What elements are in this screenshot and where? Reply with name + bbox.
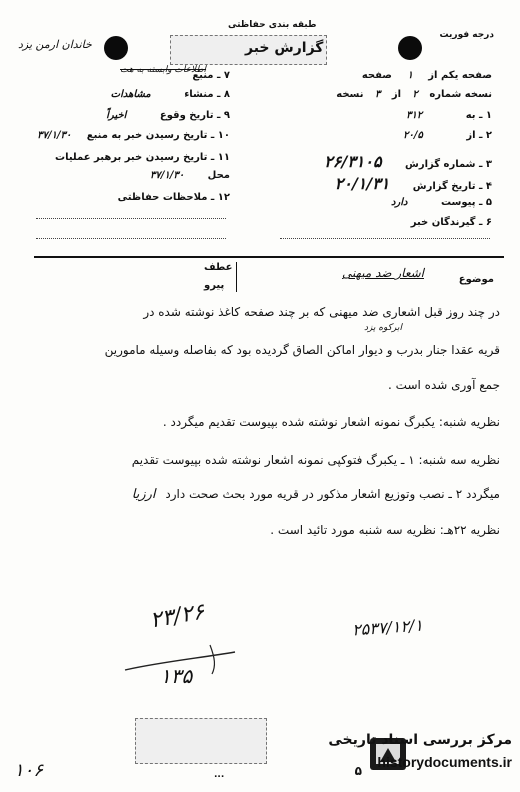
body-line-5: نظریه سه شنبه: ۱ ـ یکبرگ فتوکپی نمونه اشعار نوشته شده بپیوست تقدیم bbox=[131, 453, 500, 467]
body-line-4: نظریه شنبه: یکبرگ نمونه اشعار نوشته شده بپیوست تقدیم میگردد . bbox=[162, 415, 500, 429]
body-insertion: ابرکوه یزد bbox=[364, 323, 402, 333]
field-source bbox=[192, 70, 230, 81]
field-attachment bbox=[391, 197, 492, 208]
field-value: دارد bbox=[390, 197, 408, 208]
field-security-notes bbox=[118, 192, 230, 203]
field-from bbox=[403, 130, 492, 141]
field-value: ۳۷/۱/۳۰ bbox=[150, 170, 185, 181]
punch-hole-left bbox=[104, 36, 128, 60]
field-value: ۱ bbox=[407, 70, 413, 81]
field-label: ۳ ـ شماره گزارش bbox=[405, 159, 492, 170]
field-occurrence-date bbox=[106, 110, 230, 121]
header-divider bbox=[34, 256, 504, 258]
field-value: ۳۷/۱/۳۰ bbox=[37, 130, 72, 141]
field-label: ۱۱ ـ تاریخ رسیدن خبر برهبر عملیات bbox=[55, 152, 230, 163]
signature-1: ۲۳/۲۶ bbox=[148, 599, 207, 634]
org-name: مرکز بررسی اسناد تاریخی bbox=[328, 732, 512, 748]
field-label: نسخه شماره bbox=[429, 89, 492, 100]
body-line-7: نظریه ۲۲هـ: نظریه سه شنبه مورد تائید است . bbox=[270, 523, 500, 537]
bottom-stamp-edge: ... bbox=[214, 770, 225, 780]
field-label: ۸ ـ منشاء bbox=[184, 89, 230, 100]
field-value: ۲ bbox=[412, 89, 418, 100]
page-corner-number: ۱۰۶ bbox=[14, 760, 44, 781]
body-line-3: جمع آوری شده است . bbox=[388, 378, 500, 392]
punch-hole-right bbox=[398, 36, 422, 60]
bottom-stamp bbox=[135, 718, 267, 764]
subject-value: اشعار ضد میهنی bbox=[342, 266, 424, 280]
field-label: صفحه یکم از bbox=[428, 70, 492, 81]
field-label: ۹ ـ تاریخ وقوع bbox=[159, 110, 230, 121]
field-page-of bbox=[362, 70, 492, 81]
top-left-handwriting: خاندان ارمن یزد bbox=[18, 38, 92, 51]
field-report-date bbox=[335, 174, 492, 193]
field-label: ۵ ـ پیوست bbox=[440, 197, 492, 208]
field-value: مشاهدات bbox=[110, 89, 151, 100]
body-line-1: در چند روز قبل اشعاری ضد میهنی که بر چند صفحه کاغذ نوشته شده در bbox=[143, 305, 500, 319]
subject-label: موضوع bbox=[458, 274, 494, 285]
atf-label: عطف bbox=[204, 262, 233, 273]
dotted-line bbox=[280, 238, 490, 239]
body-line-2: قریه عقدا جنار بدرب و دیوار اماکن الصاق گردیده بود که بفاصله وسیله مامورین bbox=[104, 343, 500, 357]
field-label: ۶ ـ گیرندگان خبر bbox=[410, 217, 492, 228]
dotted-line bbox=[36, 218, 226, 219]
field-label: ۱۲ ـ ملاحظات حفاظتی bbox=[117, 192, 230, 203]
field-value: اخیراً bbox=[106, 110, 127, 121]
footer-watermark bbox=[328, 732, 512, 782]
field-report-number bbox=[324, 152, 492, 171]
follow-label: پیرو bbox=[204, 280, 225, 291]
body-line-6 bbox=[132, 487, 500, 502]
website-text: historydocuments.ir bbox=[377, 754, 512, 770]
classification-label: طبقه بندی حفاظتی bbox=[228, 20, 317, 30]
field-label: ۱۰ ـ تاریخ رسیدن خبر به منبع bbox=[86, 130, 230, 141]
field-label: ۲ ـ از bbox=[466, 130, 492, 141]
field-label: ۷ ـ منبع bbox=[192, 70, 230, 81]
priority-label: درجه فوریت bbox=[439, 30, 494, 40]
stamp-snippet: اطلاعات وابسته به هت bbox=[120, 65, 207, 75]
field-news-to-source-date bbox=[37, 130, 230, 141]
field-label: ۱ ـ به bbox=[465, 110, 492, 121]
field-label: ۴ ـ تاریخ گزارش bbox=[412, 181, 492, 192]
field-location bbox=[150, 170, 230, 181]
footer-page-number: ۵ bbox=[354, 764, 362, 778]
field-value: ۲۶/۳۱۰۵ bbox=[324, 152, 382, 171]
field-label: محل bbox=[207, 170, 230, 181]
field-recipients bbox=[411, 217, 492, 228]
field-copy-number bbox=[336, 89, 492, 100]
report-title: گزارش خبر bbox=[245, 40, 324, 56]
dotted-line bbox=[36, 238, 226, 239]
field-origin bbox=[111, 89, 230, 100]
subject-divider bbox=[236, 262, 237, 292]
body-line-6-handwriting: ارزیا bbox=[131, 487, 156, 502]
field-to bbox=[406, 110, 492, 121]
field-suffix: نسخه bbox=[336, 89, 364, 100]
body-line-6-text: میگردد ۲ ـ نصب وتوزیع اشعار مذکور در قریه مورد بحث صحت دارد bbox=[165, 487, 500, 501]
field-value-2: ۳ bbox=[374, 89, 381, 100]
field-news-to-operator-date bbox=[55, 152, 230, 163]
field-value: ۳۱۲ bbox=[406, 110, 423, 121]
field-value: ۲۰/۵ bbox=[403, 130, 423, 141]
signature-2: ۱۳۵ bbox=[160, 664, 193, 688]
date-handwriting: ۲۵۳۷/۱۲/۱ bbox=[351, 615, 424, 640]
field-mid: از bbox=[391, 89, 402, 100]
field-value: ۲۰/۱/۳۱ bbox=[334, 174, 390, 193]
field-suffix: صفحه bbox=[361, 70, 392, 81]
